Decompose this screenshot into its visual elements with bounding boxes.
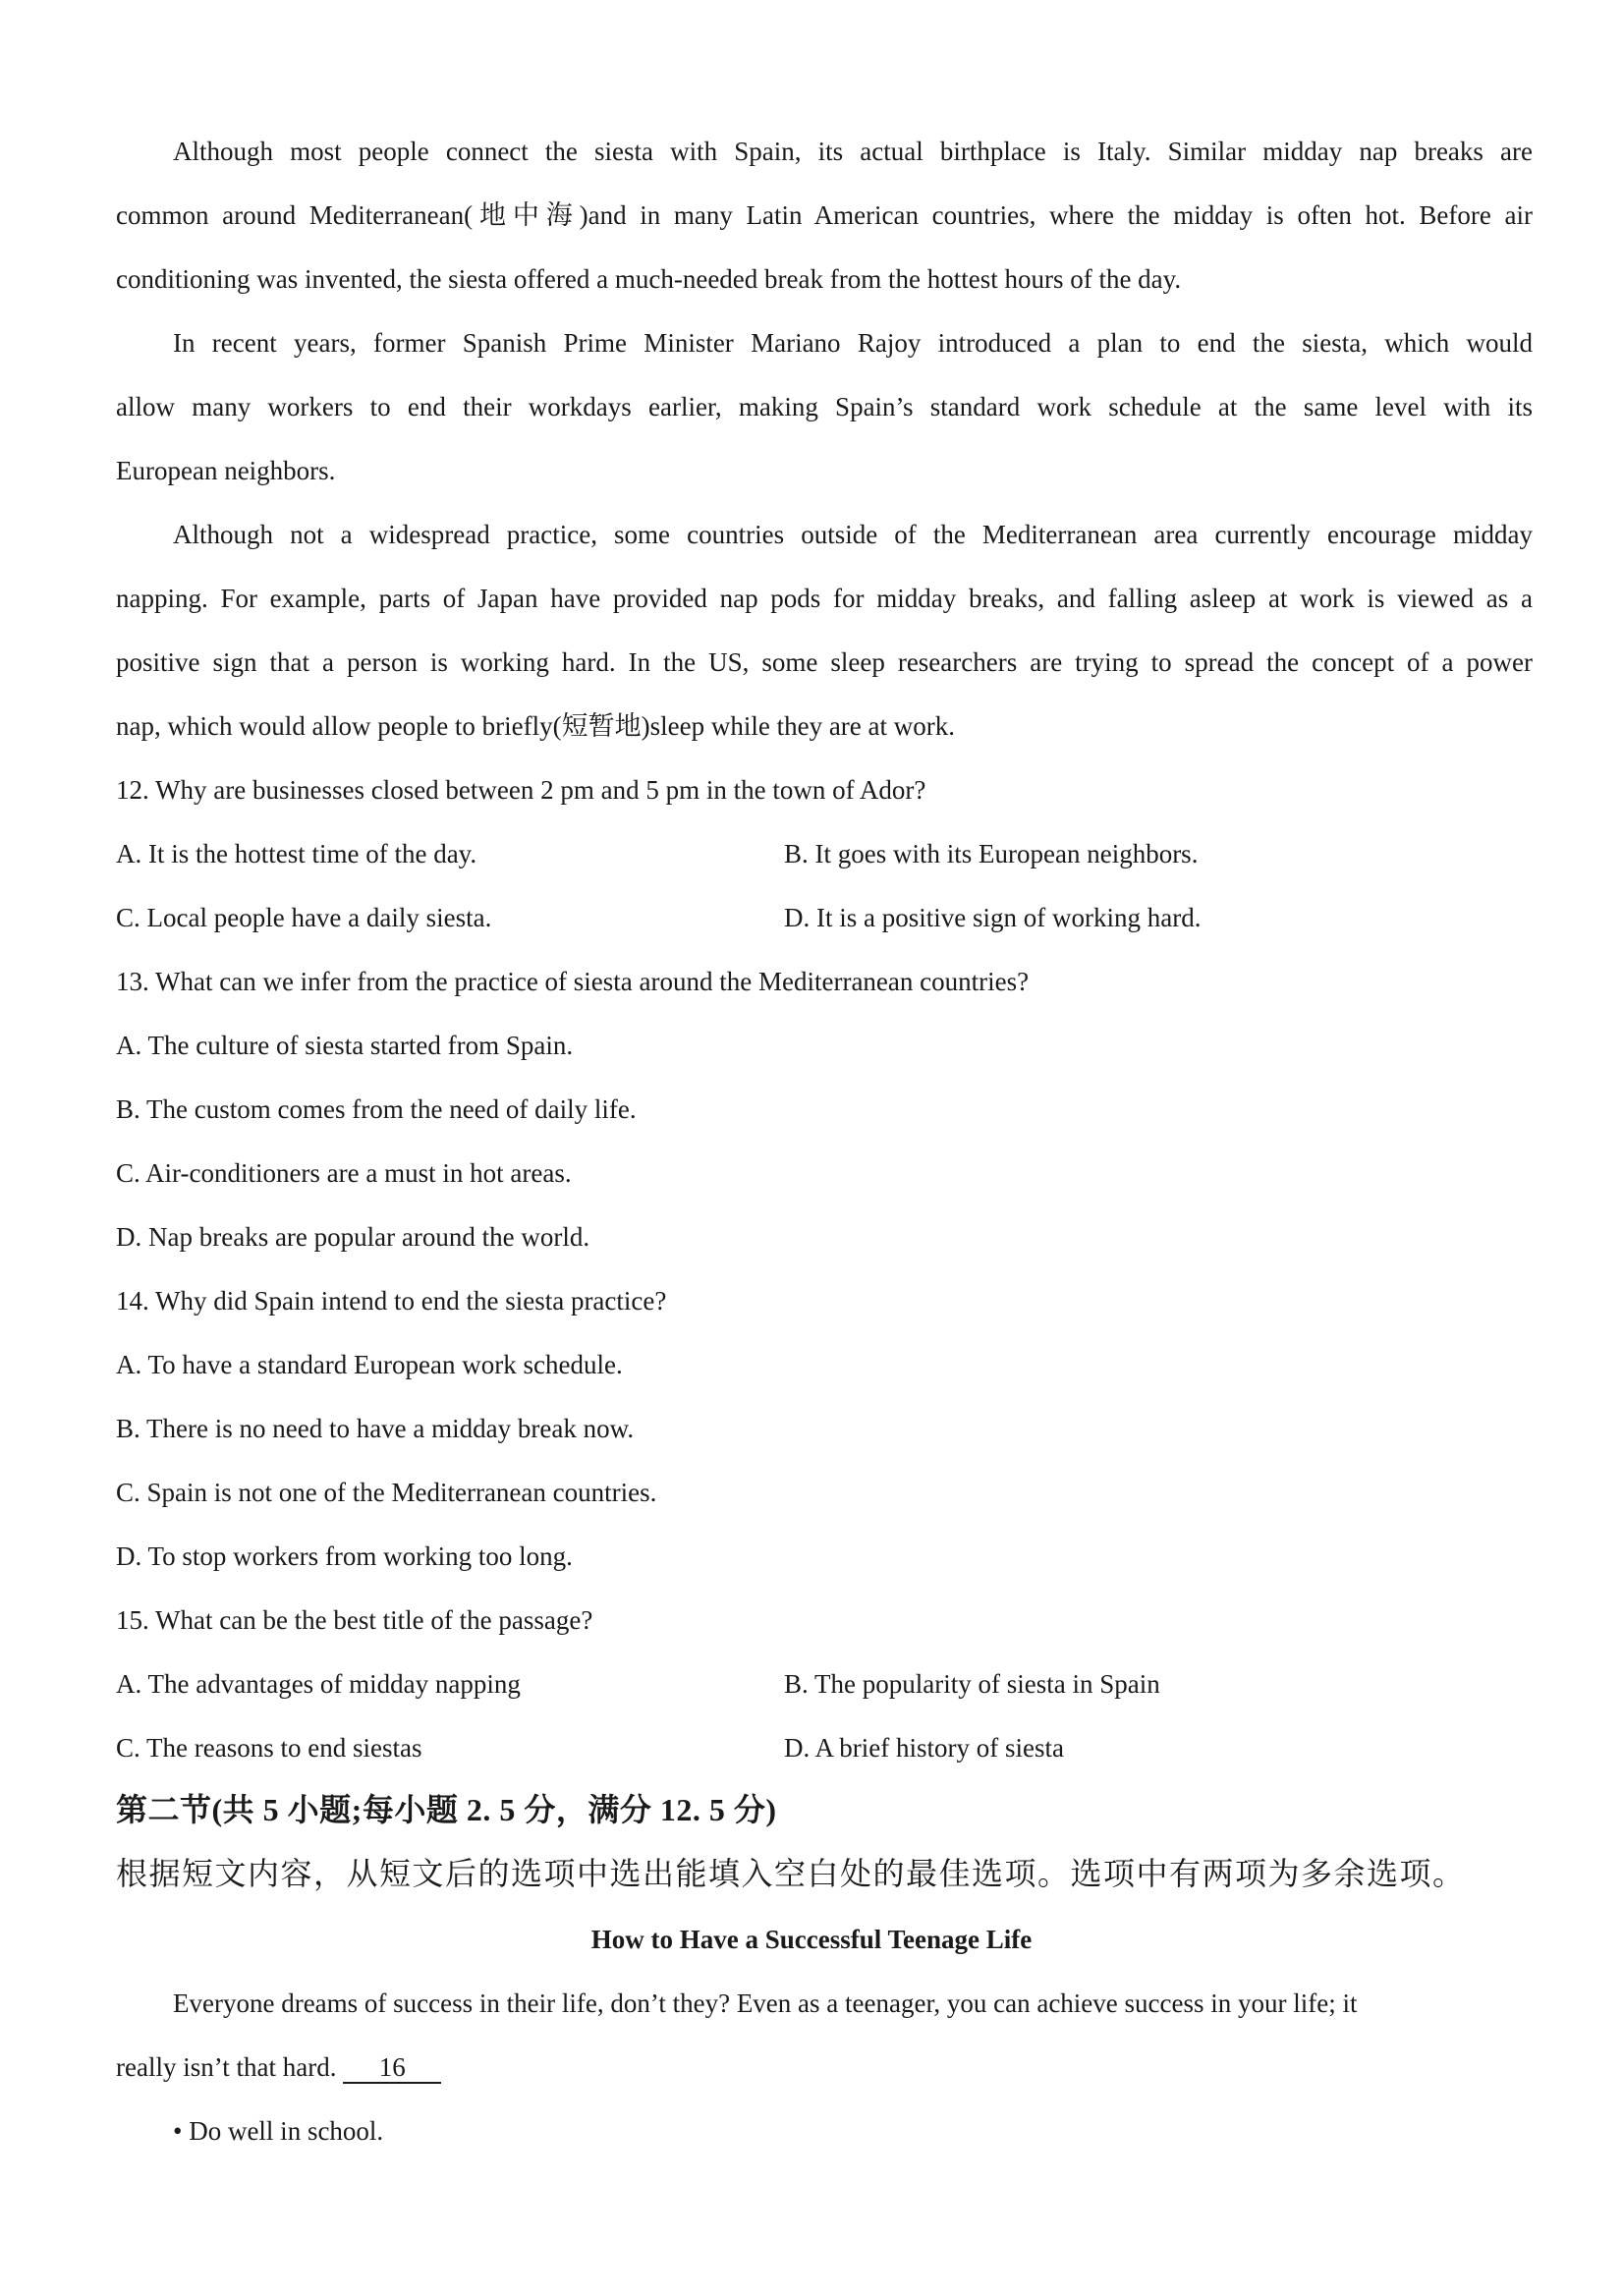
- question-13-option-c: C. Air-conditioners are a must in hot areas.: [116, 1158, 572, 1188]
- question-13-option-b: B. The custom comes from the need of daily life.: [116, 1094, 637, 1124]
- question-12-stem: 12. Why are businesses closed between 2 pm and 5 pm in the town of Ador?: [116, 775, 926, 805]
- question-12-option-d: D. It is a positive sign of working hard.: [784, 903, 1202, 932]
- question-14-option-b: B. There is no need to have a midday break now.: [116, 1414, 635, 1443]
- question-13-stem: 13. What can we infer from the practice of siesta around the Mediterranean countries?: [116, 967, 1030, 996]
- passage-p3-line3: positive sign that a person is working hard. In the US, some sleep researchers are trying to spread the concept of a power: [116, 647, 1533, 677]
- question-12-option-a: A. It is the hottest time of the day.: [116, 839, 477, 868]
- article-intro-line2: [116, 2054, 441, 2084]
- question-12-option-c: C. Local people have a daily siesta.: [116, 903, 492, 932]
- article-intro-text: really isn’t that hard.: [116, 2052, 337, 2082]
- section2-instruction: 根据短文内容，从短文后的选项中选出能填入空白处的最佳选项。选项中有两项为多余选项。: [116, 1856, 1466, 1891]
- question-15-stem: 15. What can be the best title of the passage?: [116, 1605, 593, 1635]
- question-14-option-c: C. Spain is not one of the Mediterranean countries.: [116, 1478, 657, 1507]
- blank-16[interactable]: 16: [343, 2054, 441, 2084]
- article-bullet-1: • Do well in school.: [173, 2116, 384, 2146]
- question-14-option-a: A. To have a standard European work schedule.: [116, 1350, 623, 1379]
- question-13-option-d: D. Nap breaks are popular around the world.: [116, 1222, 590, 1252]
- question-12-option-b: B. It goes with its European neighbors.: [784, 839, 1199, 868]
- question-15-option-a: A. The advantages of midday napping: [116, 1669, 521, 1699]
- passage-p2-line3: European neighbors.: [116, 456, 336, 485]
- passage-p1-line3: conditioning was invented, the siesta offered a much-needed break from the hottest hours of the day.: [116, 264, 1182, 294]
- question-15-option-b: B. The popularity of siesta in Spain: [784, 1669, 1160, 1699]
- section2-heading: 第二节(共 5 小题;每小题 2. 5 分，满分 12. 5 分): [116, 1792, 777, 1827]
- passage-p2-line1: In recent years, former Spanish Prime Minister Mariano Rajoy introduced a plan to end the siesta, which would: [173, 328, 1533, 358]
- passage-p3-line4: nap, which would allow people to briefly(短暂地)sleep while they are at work.: [116, 711, 956, 741]
- passage-p3-line1: Although not a widespread practice, some countries outside of the Mediterranean area currently encourage midday: [173, 520, 1533, 549]
- question-15-option-c: C. The reasons to end siestas: [116, 1733, 422, 1763]
- question-15-option-d: D. A brief history of siesta: [784, 1733, 1064, 1763]
- article-intro-line1: Everyone dreams of success in their life, don’t they? Even as a teenager, you can achieve success in your life; it: [173, 1988, 1358, 2018]
- question-13-option-a: A. The culture of siesta started from Spain.: [116, 1031, 574, 1060]
- article-title: How to Have a Successful Teenage Life: [590, 1925, 1033, 1954]
- passage-p2-line2: allow many workers to end their workdays earlier, making Spain’s standard work schedule at the same level with its: [116, 392, 1533, 421]
- question-14-stem: 14. Why did Spain intend to end the siesta practice?: [116, 1286, 667, 1316]
- passage-p1-line2: common around Mediterranean(地中海)and in many Latin American countries, where the midday is often hot. Before air: [116, 200, 1533, 230]
- passage-p1-line1: Although most people connect the siesta with Spain, its actual birthplace is Italy. Similar midday nap breaks are: [173, 137, 1533, 166]
- question-14-option-d: D. To stop workers from working too long.: [116, 1541, 573, 1571]
- passage-p3-line2: napping. For example, parts of Japan have provided nap pods for midday breaks, and falling asleep at work is viewed as a: [116, 584, 1533, 613]
